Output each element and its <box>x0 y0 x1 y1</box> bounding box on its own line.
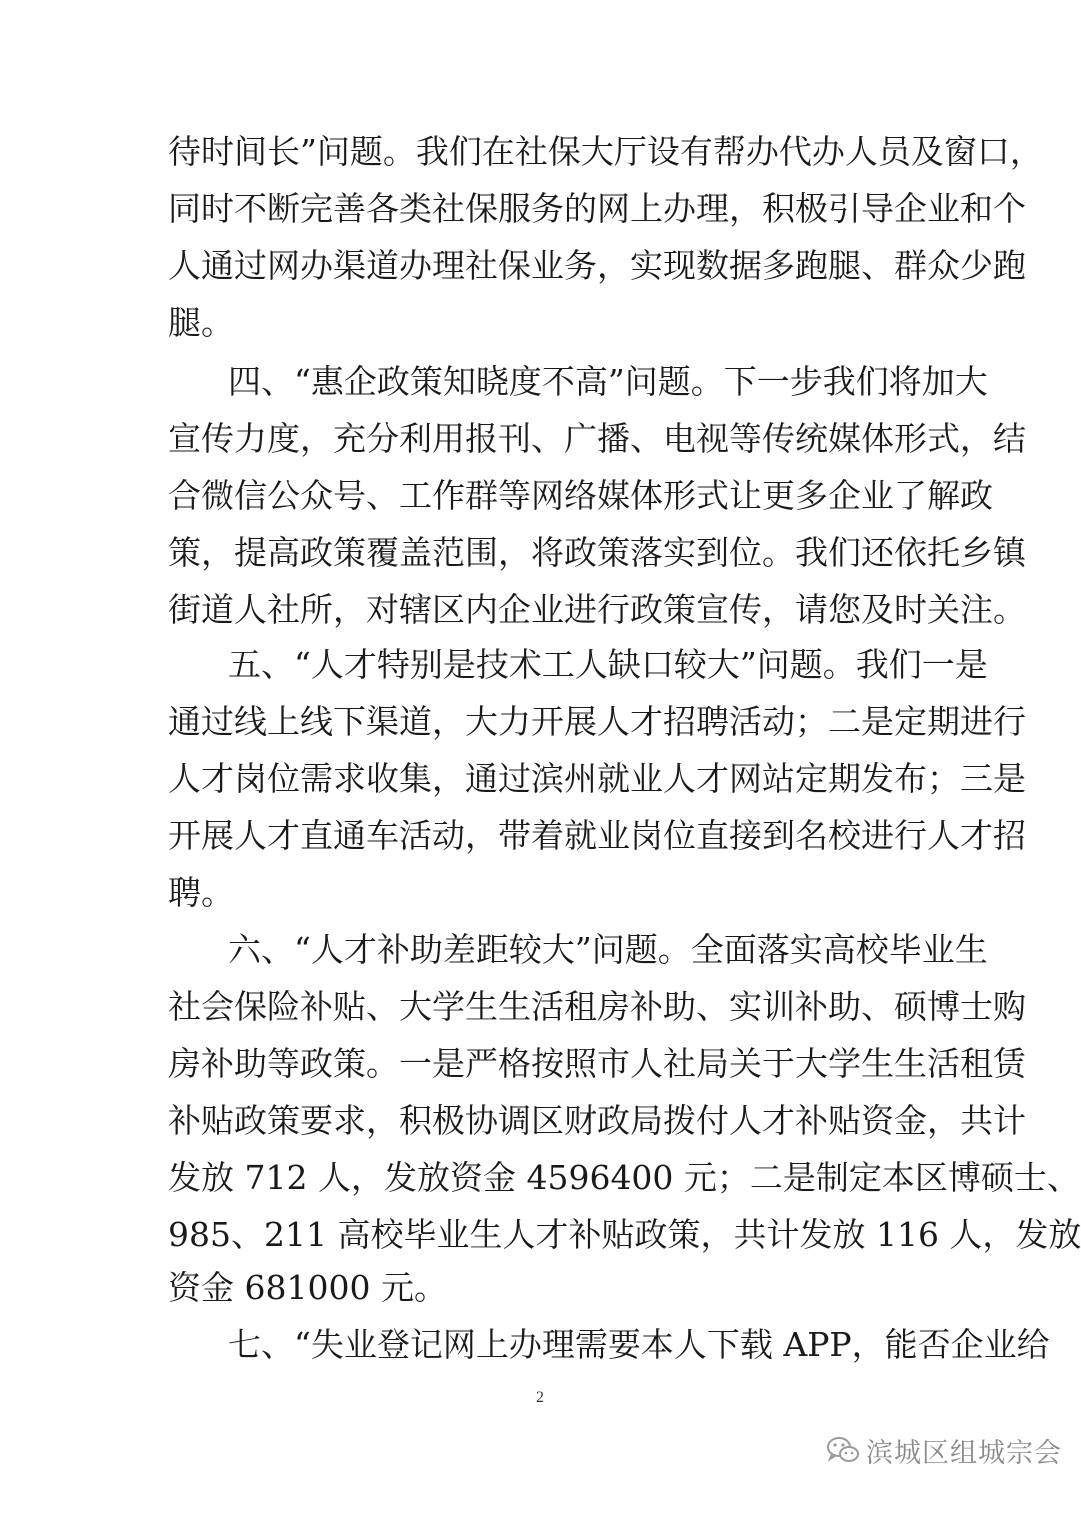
watermark <box>826 1430 1062 1470</box>
text-line: 补贴政策要求，积极协调区财政局拨付人才补贴资金，共计 <box>168 1101 1026 1140</box>
text-line: 策，提高政策覆盖范围，将政策落实到位。我们还依托乡镇 <box>168 533 1026 572</box>
text-line: 社会保险补贴、大学生生活租房补助、实训补助、硕博士购 <box>168 987 1026 1026</box>
text-line: 待时间长”问题。我们在社保大厅设有帮办代办人员及窗口， <box>168 132 1043 171</box>
text-line: 六、“人才补助差距较大”问题。全面落实高校毕业生 <box>228 930 988 969</box>
text-line: 七、“失业登记网上办理需要本人下载 APP，能否企业给 <box>228 1325 1050 1364</box>
wechat-icon <box>826 1435 860 1465</box>
text-line: 同时不断完善各类社保服务的网上办理，积极引导企业和个 <box>168 189 1026 228</box>
text-line: 发放 712 人，发放资金 4596400 元；二是制定本区博硕士、 <box>168 1158 1080 1197</box>
text-line: 聘。 <box>168 873 234 912</box>
text-line: 宣传力度，充分利用报刊、广播、电视等传统媒体形式，结 <box>168 419 1026 458</box>
text-line: 腿。 <box>168 303 234 342</box>
text-line: 人才岗位需求收集，通过滨州就业人才网站定期发布；三是 <box>168 759 1026 798</box>
text-line: 街道人社所，对辖区内企业进行政策宣传，请您及时关注。 <box>168 590 1026 629</box>
text-line: 四、“惠企政策知晓度不高”问题。下一步我们将加大 <box>228 362 988 401</box>
text-line: 通过线上线下渠道，大力开展人才招聘活动；二是定期进行 <box>168 702 1026 741</box>
text-line: 985、211 高校毕业生人才补贴政策，共计发放 116 人，发放 <box>168 1215 1081 1254</box>
text-line: 资金 681000 元。 <box>168 1268 447 1307</box>
watermark-text: 滨城区组城宗会 <box>866 1437 1062 1469</box>
text-line: 房补助等政策。一是严格按照市人社局关于大学生生活租赁 <box>168 1044 1026 1083</box>
page-number: 2 <box>536 1389 544 1406</box>
text-line: 合微信公众号、工作群等网络媒体形式让更多企业了解政 <box>168 476 993 515</box>
text-line: 五、“人才特别是技术工人缺口较大”问题。我们一是 <box>228 645 988 684</box>
text-line: 人通过网办渠道办理社保业务，实现数据多跑腿、群众少跑 <box>168 246 1026 285</box>
text-line: 开展人才直通车活动，带着就业岗位直接到名校进行人才招 <box>168 816 1026 855</box>
